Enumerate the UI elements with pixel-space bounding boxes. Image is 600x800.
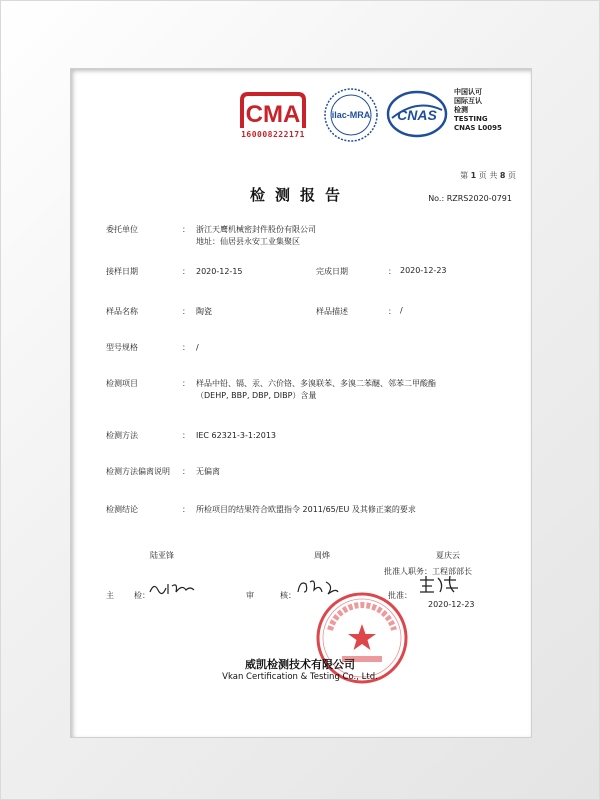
approver-signature bbox=[418, 574, 460, 596]
sample-row bbox=[70, 306, 530, 322]
cnas-logo bbox=[386, 88, 448, 140]
approval-date: 2020-12-23 bbox=[428, 600, 475, 609]
sample-desc-label: 样品描述 bbox=[316, 307, 348, 316]
tester-label-2: 检： bbox=[134, 591, 150, 600]
model-row bbox=[70, 342, 530, 358]
page-current: 1 bbox=[470, 171, 477, 180]
conclusion-label: 检测结论 bbox=[106, 505, 138, 514]
client-address: 地址：仙居县永安工业集聚区 bbox=[196, 237, 300, 246]
test-report-document bbox=[70, 68, 530, 736]
client-value bbox=[196, 224, 316, 248]
colon: ： bbox=[182, 267, 190, 276]
colon: ： bbox=[388, 307, 396, 316]
tester-name: 陆亚锋 bbox=[150, 551, 174, 560]
cnas-logo-text: CNAS bbox=[397, 107, 437, 123]
cnas-accreditation-text bbox=[454, 88, 502, 133]
cnas-line: 国际互认 bbox=[454, 97, 482, 105]
items-line: 样品中铅、镉、汞、六价铬、多溴联苯、多溴二苯醚、邻苯二甲酸酯 bbox=[196, 379, 436, 388]
approver-name: 夏庆云 bbox=[436, 551, 460, 560]
report-number: No.: RZRS2020-0791 bbox=[428, 194, 512, 203]
colon: ： bbox=[182, 225, 190, 234]
client-name: 浙江天鹰机械密封件股份有限公司 bbox=[196, 225, 316, 234]
items-row bbox=[70, 378, 530, 400]
page-total: 8 bbox=[499, 171, 506, 180]
reviewer-label-1: 审 bbox=[246, 591, 254, 600]
cnas-line: CNAS L0095 bbox=[454, 124, 502, 132]
reviewer-label-2: 核： bbox=[280, 591, 296, 600]
page-number bbox=[460, 170, 516, 181]
colon: ： bbox=[182, 343, 190, 352]
method-value: IEC 62321-3-1:2013 bbox=[196, 431, 276, 440]
items-value bbox=[196, 378, 436, 402]
completed-date-label: 完成日期 bbox=[316, 267, 348, 276]
page-suffix: 页 bbox=[508, 171, 516, 180]
items-line: （DEHP, BBP, DBP, DIBP）含量 bbox=[196, 391, 317, 400]
conclusion-value: 所检项目的结果符合欧盟指令 2011/65/EU 及其修正案的要求 bbox=[196, 505, 416, 514]
cma-logo-text: CMA bbox=[245, 101, 301, 128]
ilac-mra-logo bbox=[322, 86, 380, 144]
colon: ： bbox=[182, 431, 190, 440]
sample-desc-value: / bbox=[400, 306, 403, 315]
ilac-logo-text: ilac-MRA bbox=[331, 110, 371, 120]
cnas-line: 中国认可 bbox=[454, 88, 482, 96]
reviewer-name: 周烨 bbox=[314, 551, 330, 560]
items-label: 检测项目 bbox=[106, 379, 138, 388]
colon: ： bbox=[182, 307, 190, 316]
sample-name-label: 样品名称 bbox=[106, 307, 138, 316]
approver-label: 批准： bbox=[388, 591, 412, 600]
dates-row bbox=[70, 266, 530, 282]
company-name-en: Vkan Certification & Testing Co., Ltd. bbox=[222, 672, 378, 682]
received-date-label: 接样日期 bbox=[106, 267, 138, 276]
method-row bbox=[70, 430, 530, 446]
deviation-value: 无偏离 bbox=[196, 467, 220, 476]
colon: ： bbox=[182, 467, 190, 476]
received-date-value: 2020-12-15 bbox=[196, 267, 243, 276]
deviation-row bbox=[70, 466, 530, 482]
method-label: 检测方法 bbox=[106, 431, 138, 440]
cma-code: 160008222171 bbox=[241, 130, 305, 139]
colon: ： bbox=[182, 379, 190, 388]
report-title: 检测报告 bbox=[249, 186, 350, 204]
page-middle: 页 共 bbox=[478, 171, 498, 180]
page-prefix: 第 bbox=[460, 171, 469, 180]
cnas-line: TESTING bbox=[454, 115, 488, 123]
completed-date-value: 2020-12-23 bbox=[400, 266, 447, 275]
tester-signature bbox=[148, 578, 196, 598]
cnas-line: 检测 bbox=[454, 106, 468, 114]
client-label: 委托单位 bbox=[106, 225, 138, 234]
colon: ： bbox=[182, 505, 190, 514]
conclusion-row bbox=[70, 504, 530, 520]
model-label: 型号规格 bbox=[106, 343, 138, 352]
tester-label-1: 主 bbox=[106, 591, 114, 600]
approver-title: 批准人职务：工程部部长 bbox=[384, 567, 472, 576]
model-value: / bbox=[196, 343, 199, 352]
client-row bbox=[70, 224, 530, 246]
deviation-label: 检测方法偏离说明 bbox=[106, 467, 170, 476]
sample-name-value: 陶瓷 bbox=[196, 307, 212, 316]
company-name-cn: 威凯检测技术有限公司 bbox=[245, 658, 355, 671]
colon: ： bbox=[388, 267, 396, 276]
